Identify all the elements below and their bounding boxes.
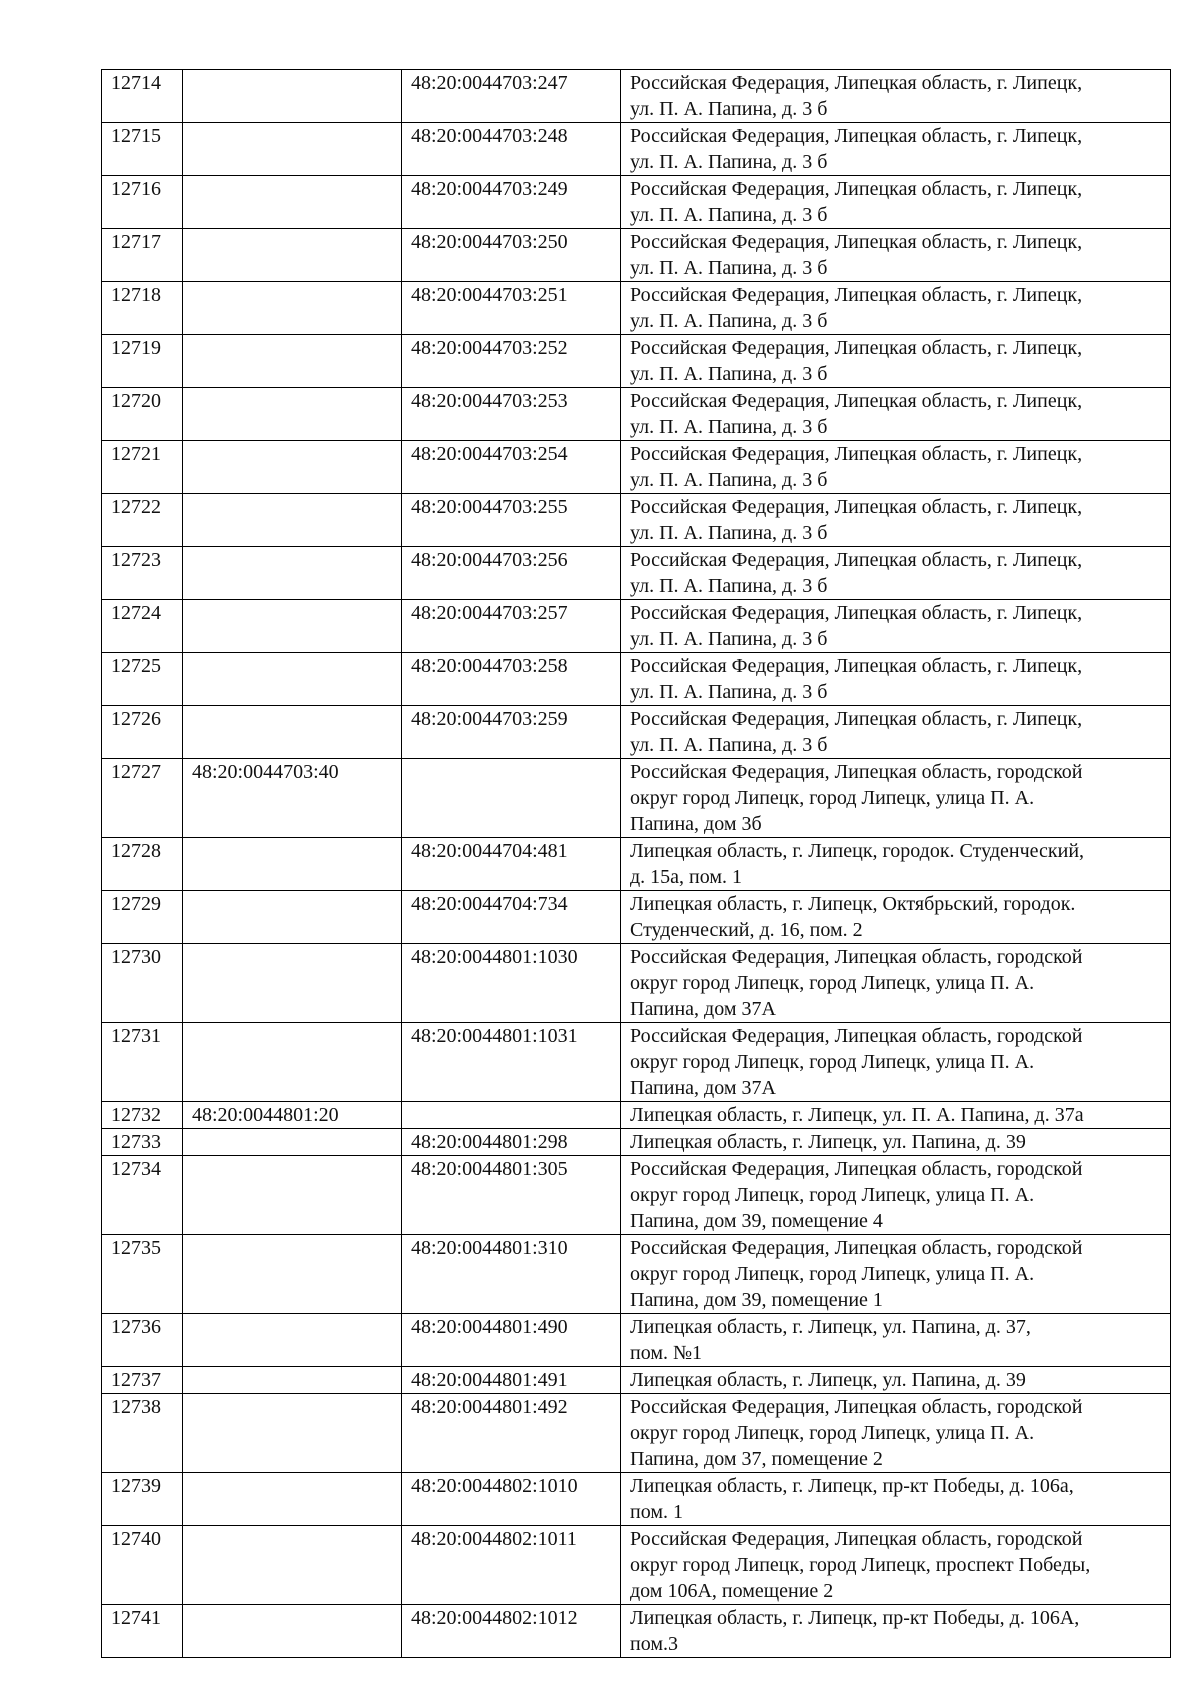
land-cadastral-number-cell xyxy=(183,123,402,176)
row-number-cell: 12714 xyxy=(102,70,183,123)
land-cadastral-number-cell xyxy=(183,600,402,653)
land-cadastral-number-cell xyxy=(183,1394,402,1473)
row-number-cell: 12721 xyxy=(102,441,183,494)
object-cadastral-number-cell: 48:20:0044703:255 xyxy=(402,494,621,547)
row-number-cell: 12728 xyxy=(102,838,183,891)
row-number-cell: 12731 xyxy=(102,1023,183,1102)
object-cadastral-number-cell: 48:20:0044801:305 xyxy=(402,1156,621,1235)
address-cell: Липецкая область, г. Липецк, Октябрьский, городок. Студенческий, д. 16, пом. 2 xyxy=(621,891,1171,944)
table-row xyxy=(102,176,1171,229)
address-cell: Российская Федерация, Липецкая область, г. Липецк, ул. П. А. Папина, д. 3 б xyxy=(621,176,1171,229)
table-row xyxy=(102,944,1171,1023)
row-number-cell: 12727 xyxy=(102,759,183,838)
row-number-cell: 12725 xyxy=(102,653,183,706)
table-row xyxy=(102,838,1171,891)
row-number-cell: 12734 xyxy=(102,1156,183,1235)
land-cadastral-number-cell xyxy=(183,838,402,891)
row-number-cell: 12735 xyxy=(102,1235,183,1314)
land-cadastral-number-cell xyxy=(183,441,402,494)
row-number-cell: 12716 xyxy=(102,176,183,229)
address-cell: Российская Федерация, Липецкая область, г. Липецк, ул. П. А. Папина, д. 3 б xyxy=(621,282,1171,335)
object-cadastral-number-cell: 48:20:0044801:490 xyxy=(402,1314,621,1367)
table-row xyxy=(102,1367,1171,1394)
land-cadastral-number-cell xyxy=(183,1605,402,1658)
land-cadastral-number-cell xyxy=(183,944,402,1023)
object-cadastral-number-cell: 48:20:0044704:481 xyxy=(402,838,621,891)
table-row xyxy=(102,123,1171,176)
object-cadastral-number-cell: 48:20:0044703:254 xyxy=(402,441,621,494)
table-row xyxy=(102,441,1171,494)
object-cadastral-number-cell: 48:20:0044802:1010 xyxy=(402,1473,621,1526)
address-cell: Российская Федерация, Липецкая область, г. Липецк, ул. П. А. Папина, д. 3 б xyxy=(621,388,1171,441)
row-number-cell: 12720 xyxy=(102,388,183,441)
table-row xyxy=(102,653,1171,706)
object-cadastral-number-cell: 48:20:0044703:256 xyxy=(402,547,621,600)
object-cadastral-number-cell: 48:20:0044703:249 xyxy=(402,176,621,229)
table-body xyxy=(102,70,1171,1658)
land-cadastral-number-cell xyxy=(183,891,402,944)
object-cadastral-number-cell: 48:20:0044703:247 xyxy=(402,70,621,123)
table-row xyxy=(102,494,1171,547)
row-number-cell: 12739 xyxy=(102,1473,183,1526)
object-cadastral-number-cell: 48:20:0044802:1011 xyxy=(402,1526,621,1605)
address-cell: Российская Федерация, Липецкая область, г. Липецк, ул. П. А. Папина, д. 3 б xyxy=(621,335,1171,388)
land-cadastral-number-cell xyxy=(183,1129,402,1156)
address-cell: Российская Федерация, Липецкая область, городской округ город Липецк, город Липецк, улица П. А. Папина, дом 37А xyxy=(621,1023,1171,1102)
address-cell: Российская Федерация, Липецкая область, г. Липецк, ул. П. А. Папина, д. 3 б xyxy=(621,229,1171,282)
land-cadastral-number-cell xyxy=(183,1314,402,1367)
address-cell: Российская Федерация, Липецкая область, г. Липецк, ул. П. А. Папина, д. 3 б xyxy=(621,547,1171,600)
table-row xyxy=(102,1394,1171,1473)
land-cadastral-number-cell xyxy=(183,1367,402,1394)
row-number-cell: 12736 xyxy=(102,1314,183,1367)
land-cadastral-number-cell xyxy=(183,1235,402,1314)
table-row xyxy=(102,388,1171,441)
table-row xyxy=(102,1023,1171,1102)
row-number-cell: 12740 xyxy=(102,1526,183,1605)
table-row xyxy=(102,1102,1171,1129)
land-cadastral-number-cell xyxy=(183,229,402,282)
table-row xyxy=(102,547,1171,600)
table-row xyxy=(102,229,1171,282)
table-row xyxy=(102,1314,1171,1367)
row-number-cell: 12729 xyxy=(102,891,183,944)
table-row xyxy=(102,1235,1171,1314)
object-cadastral-number-cell: 48:20:0044801:310 xyxy=(402,1235,621,1314)
row-number-cell: 12741 xyxy=(102,1605,183,1658)
table-row xyxy=(102,600,1171,653)
object-cadastral-number-cell xyxy=(402,1102,621,1129)
land-cadastral-number-cell: 48:20:0044801:20 xyxy=(183,1102,402,1129)
address-cell: Российская Федерация, Липецкая область, г. Липецк, ул. П. А. Папина, д. 3 б xyxy=(621,70,1171,123)
table-row xyxy=(102,891,1171,944)
land-cadastral-number-cell xyxy=(183,176,402,229)
row-number-cell: 12738 xyxy=(102,1394,183,1473)
row-number-cell: 12724 xyxy=(102,600,183,653)
object-cadastral-number-cell: 48:20:0044801:491 xyxy=(402,1367,621,1394)
object-cadastral-number-cell: 48:20:0044704:734 xyxy=(402,891,621,944)
address-cell: Российская Федерация, Липецкая область, г. Липецк, ул. П. А. Папина, д. 3 б xyxy=(621,494,1171,547)
row-number-cell: 12730 xyxy=(102,944,183,1023)
object-cadastral-number-cell: 48:20:0044703:259 xyxy=(402,706,621,759)
object-cadastral-number-cell: 48:20:0044703:257 xyxy=(402,600,621,653)
row-number-cell: 12719 xyxy=(102,335,183,388)
address-cell: Липецкая область, г. Липецк, ул. Папина, д. 39 xyxy=(621,1129,1171,1156)
address-cell: Липецкая область, г. Липецк, пр-кт Победы, д. 106А, пом.3 xyxy=(621,1605,1171,1658)
row-number-cell: 12717 xyxy=(102,229,183,282)
table-row xyxy=(102,759,1171,838)
row-number-cell: 12726 xyxy=(102,706,183,759)
land-cadastral-number-cell xyxy=(183,547,402,600)
land-cadastral-number-cell xyxy=(183,706,402,759)
table-row xyxy=(102,1605,1171,1658)
address-cell: Липецкая область, г. Липецк, ул. П. А. Папина, д. 37а xyxy=(621,1102,1171,1129)
object-cadastral-number-cell: 48:20:0044703:252 xyxy=(402,335,621,388)
object-cadastral-number-cell: 48:20:0044703:253 xyxy=(402,388,621,441)
object-cadastral-number-cell: 48:20:0044801:492 xyxy=(402,1394,621,1473)
land-cadastral-number-cell xyxy=(183,1473,402,1526)
address-cell: Российская Федерация, Липецкая область, г. Липецк, ул. П. А. Папина, д. 3 б xyxy=(621,123,1171,176)
object-cadastral-number-cell: 48:20:0044703:258 xyxy=(402,653,621,706)
address-cell: Российская Федерация, Липецкая область, городской округ город Липецк, город Липецк, улица П. А. Папина, дом 3б xyxy=(621,759,1171,838)
row-number-cell: 12733 xyxy=(102,1129,183,1156)
land-cadastral-number-cell xyxy=(183,653,402,706)
table-row xyxy=(102,335,1171,388)
object-cadastral-number-cell: 48:20:0044703:248 xyxy=(402,123,621,176)
land-cadastral-number-cell xyxy=(183,70,402,123)
table-row xyxy=(102,1129,1171,1156)
row-number-cell: 12715 xyxy=(102,123,183,176)
land-cadastral-number-cell xyxy=(183,282,402,335)
land-cadastral-number-cell: 48:20:0044703:40 xyxy=(183,759,402,838)
address-cell: Российская Федерация, Липецкая область, г. Липецк, ул. П. А. Папина, д. 3 б xyxy=(621,441,1171,494)
address-cell: Российская Федерация, Липецкая область, городской округ город Липецк, город Липецк, улица П. А. Папина, дом 37, помещение 2 xyxy=(621,1394,1171,1473)
address-cell: Липецкая область, г. Липецк, ул. Папина, д. 37, пом. №1 xyxy=(621,1314,1171,1367)
address-cell: Липецкая область, г. Липецк, пр-кт Победы, д. 106а, пом. 1 xyxy=(621,1473,1171,1526)
row-number-cell: 12732 xyxy=(102,1102,183,1129)
address-cell: Российская Федерация, Липецкая область, городской округ город Липецк, город Липецк, улица П. А. Папина, дом 39, помещение 4 xyxy=(621,1156,1171,1235)
object-cadastral-number-cell: 48:20:0044802:1012 xyxy=(402,1605,621,1658)
table-row xyxy=(102,706,1171,759)
address-cell: Российская Федерация, Липецкая область, г. Липецк, ул. П. А. Папина, д. 3 б xyxy=(621,706,1171,759)
land-cadastral-number-cell xyxy=(183,494,402,547)
object-cadastral-number-cell: 48:20:0044801:298 xyxy=(402,1129,621,1156)
table-row xyxy=(102,282,1171,335)
address-cell: Российская Федерация, Липецкая область, г. Липецк, ул. П. А. Папина, д. 3 б xyxy=(621,653,1171,706)
address-cell: Липецкая область, г. Липецк, городок. Студенческий, д. 15а, пом. 1 xyxy=(621,838,1171,891)
object-cadastral-number-cell xyxy=(402,759,621,838)
table-row xyxy=(102,1473,1171,1526)
table-row xyxy=(102,1526,1171,1605)
address-cell: Российская Федерация, Липецкая область, г. Липецк, ул. П. А. Папина, д. 3 б xyxy=(621,600,1171,653)
property-table xyxy=(101,69,1171,1658)
object-cadastral-number-cell: 48:20:0044703:250 xyxy=(402,229,621,282)
address-cell: Российская Федерация, Липецкая область, городской округ город Липецк, город Липецк, улица П. А. Папина, дом 39, помещение 1 xyxy=(621,1235,1171,1314)
row-number-cell: 12737 xyxy=(102,1367,183,1394)
object-cadastral-number-cell: 48:20:0044703:251 xyxy=(402,282,621,335)
land-cadastral-number-cell xyxy=(183,1156,402,1235)
table-row xyxy=(102,70,1171,123)
land-cadastral-number-cell xyxy=(183,388,402,441)
row-number-cell: 12722 xyxy=(102,494,183,547)
object-cadastral-number-cell: 48:20:0044801:1031 xyxy=(402,1023,621,1102)
row-number-cell: 12718 xyxy=(102,282,183,335)
land-cadastral-number-cell xyxy=(183,1526,402,1605)
address-cell: Российская Федерация, Липецкая область, городской округ город Липецк, город Липецк, улица П. А. Папина, дом 37А xyxy=(621,944,1171,1023)
object-cadastral-number-cell: 48:20:0044801:1030 xyxy=(402,944,621,1023)
row-number-cell: 12723 xyxy=(102,547,183,600)
address-cell: Российская Федерация, Липецкая область, городской округ город Липецк, город Липецк, проспект Победы, дом 106А, помещение 2 xyxy=(621,1526,1171,1605)
land-cadastral-number-cell xyxy=(183,335,402,388)
land-cadastral-number-cell xyxy=(183,1023,402,1102)
address-cell: Липецкая область, г. Липецк, ул. Папина, д. 39 xyxy=(621,1367,1171,1394)
table-row xyxy=(102,1156,1171,1235)
